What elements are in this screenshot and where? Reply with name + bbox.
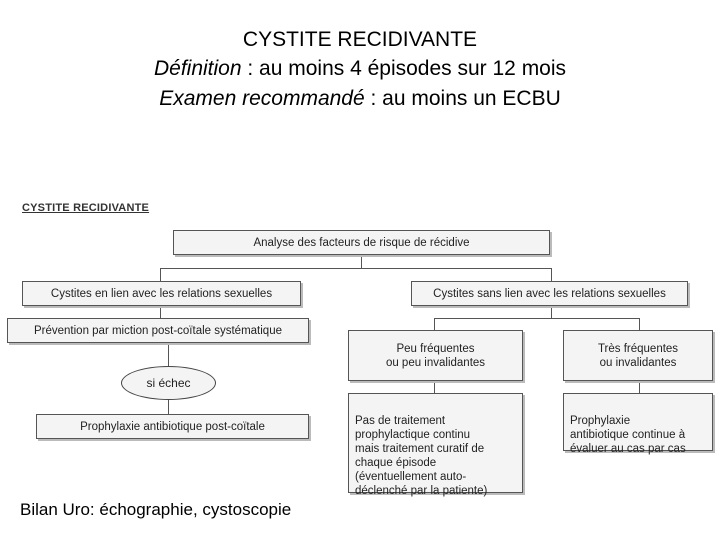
connector-step1-oval: [168, 342, 169, 366]
definition-label: Définition: [153, 57, 242, 80]
right-branch-header-label: Cystites sans lien avec les relations sexuelles: [433, 287, 666, 300]
right-frequent-label: Très fréquentes ou invalidantes: [597, 342, 679, 369]
page-title: [0, 26, 720, 54]
definition-text: : au moins 4 épisodes sur 12 mois: [241, 57, 567, 80]
left-branch-header-label: Cystites en lien avec les relations sexuelles: [50, 287, 273, 300]
connector-right-down: [551, 268, 552, 281]
left-step2-label: Prophylaxie antibiotique post-coïtale: [80, 420, 265, 433]
connector-left-down: [160, 268, 161, 281]
definition-line: [0, 55, 720, 83]
connector-oval-step2: [168, 400, 169, 414]
connector-right-main-down: [551, 306, 552, 318]
right-rare-label: Peu fréquentes ou peu invalidantes: [385, 342, 486, 369]
right-rare-action-box: [348, 393, 523, 497]
connector-left-step1: [160, 306, 161, 318]
decision-label: si échec: [146, 376, 191, 390]
exam-text: : au moins un ECBU: [364, 87, 561, 110]
right-frequent-box: [563, 330, 713, 381]
footer-note: Bilan Uro: échographie, cystoscopie: [20, 500, 292, 519]
right-rare-box: [348, 330, 523, 381]
left-branch-header: [22, 281, 301, 306]
right-branch-header: [411, 281, 688, 306]
root-label: Analyse des facteurs de risque de récidive: [253, 236, 470, 249]
left-step2-box: [36, 414, 309, 439]
connector-root-down: [361, 254, 362, 268]
connector-frequent-action: [639, 381, 640, 393]
right-rare-action-label: Pas de traitement prophylactique continu mais traitement curatif de chaque épisode (éventuellement auto- déclenché par la patiente): [355, 415, 488, 497]
decision-oval: [121, 366, 216, 400]
page-title-text: CYSTITE RECIDIVANTE: [242, 28, 478, 51]
exam-label: Examen recommandé: [159, 87, 365, 110]
exam-line: [0, 85, 720, 113]
left-step1-label: Prévention par miction post-coïtale systématique: [33, 324, 282, 337]
connector-right-frequent-down: [639, 318, 640, 330]
right-frequent-action-label: Prophylaxie antibiotique continue à évaluer au cas par cas: [570, 415, 686, 455]
connector-horizontal: [160, 268, 552, 269]
left-step1-box: [7, 318, 309, 343]
diagram-title: CYSTITE RECIDIVANTE: [22, 202, 150, 214]
connector-right-rare-down: [434, 318, 435, 330]
root-box: [173, 230, 550, 255]
connector-rare-action: [434, 381, 435, 393]
right-frequent-action-box: [563, 393, 713, 455]
connector-right-split: [434, 318, 640, 319]
